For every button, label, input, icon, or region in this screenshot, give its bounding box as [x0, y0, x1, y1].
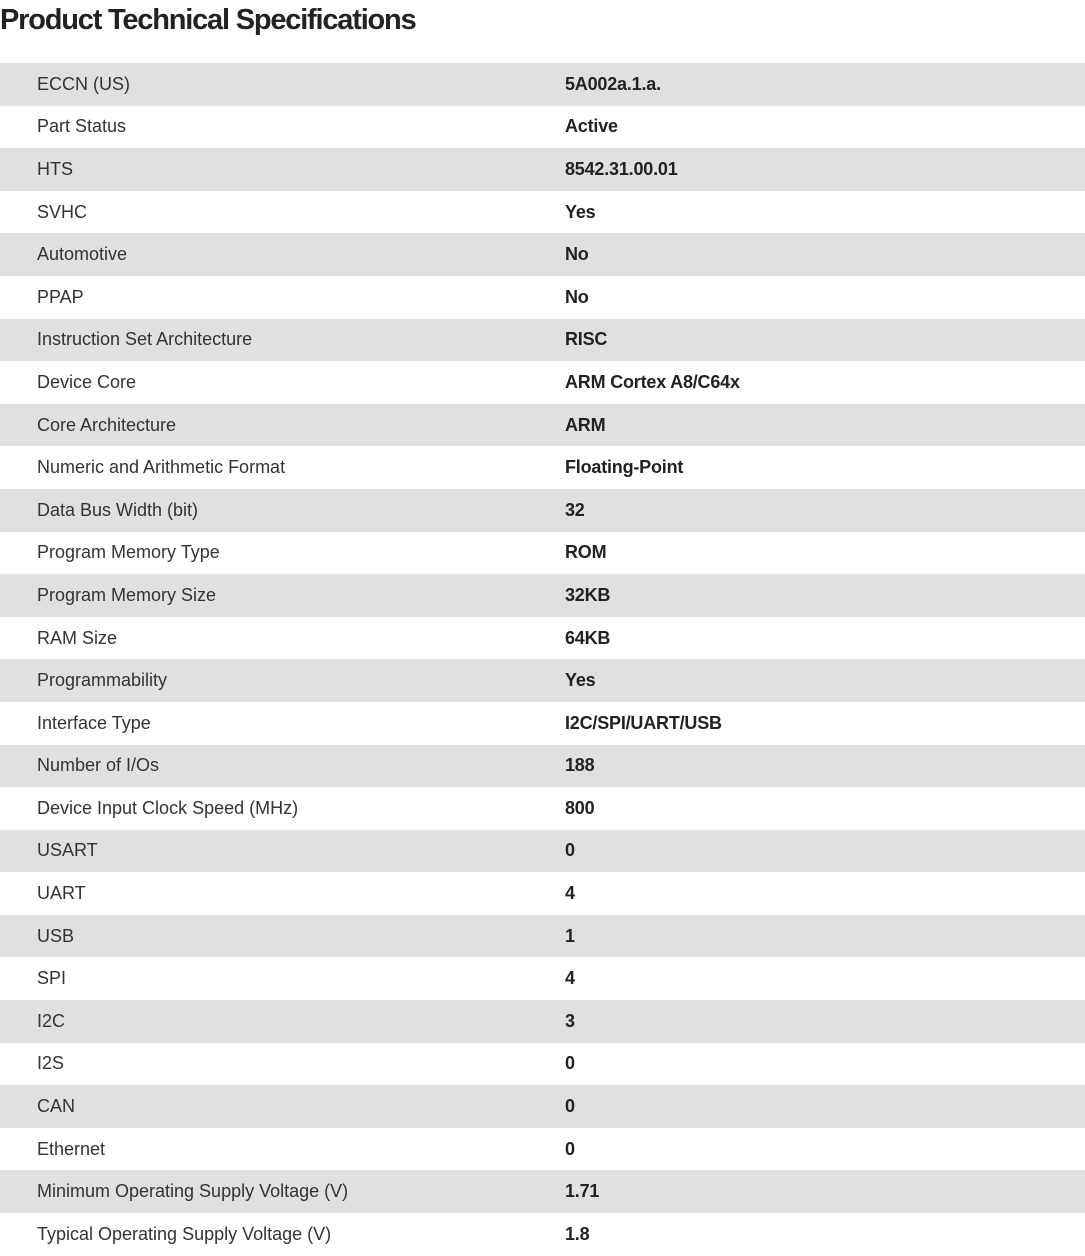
- spec-value: RISC: [565, 329, 608, 350]
- table-row: [0, 659, 1085, 702]
- table-row: [0, 1085, 1085, 1128]
- table-row: [0, 915, 1085, 958]
- spec-value: I2C/SPI/UART/USB: [565, 712, 722, 733]
- spec-name: CAN: [37, 1096, 76, 1117]
- spec-value: 5A002a.1.a.: [565, 73, 661, 94]
- spec-value: ARM Cortex A8/C64x: [565, 371, 740, 392]
- spec-name: ECCN (US): [37, 73, 130, 94]
- table-row: [0, 276, 1085, 319]
- table-row: [0, 404, 1085, 447]
- spec-value: Floating-Point: [565, 457, 684, 478]
- spec-value: 1: [565, 925, 575, 946]
- spec-value: 32: [565, 499, 585, 520]
- page-title: Product Technical Specifications: [0, 4, 416, 36]
- table-row: [0, 191, 1085, 234]
- table-row: [0, 1000, 1085, 1043]
- spec-name: Numeric and Arithmetic Format: [37, 457, 286, 478]
- table-row: [0, 830, 1085, 873]
- table-row: [0, 617, 1085, 660]
- table-row: [0, 319, 1085, 362]
- table-row: [0, 148, 1085, 191]
- spec-name: Program Memory Size: [37, 584, 217, 605]
- spec-value: Yes: [565, 670, 596, 691]
- spec-name: Part Status: [37, 116, 127, 137]
- table-row: [0, 63, 1085, 106]
- spec-name: HTS: [37, 158, 73, 179]
- table-row: [0, 745, 1085, 788]
- table-row: [0, 957, 1085, 1000]
- table-row: [0, 1213, 1085, 1256]
- spec-name: Device Input Clock Speed (MHz): [37, 797, 299, 818]
- spec-value: ROM: [565, 542, 607, 563]
- spec-value: No: [565, 286, 589, 307]
- spec-table: [0, 63, 1085, 1256]
- spec-table-body: [0, 63, 1085, 1256]
- spec-name: Automotive: [37, 244, 128, 265]
- spec-name: Data Bus Width (bit): [37, 499, 199, 520]
- spec-value: 800: [565, 797, 595, 818]
- spec-value: 1.71: [565, 1181, 600, 1202]
- spec-value: 64KB: [565, 627, 611, 648]
- spec-value: 0: [565, 1053, 575, 1074]
- spec-value: 0: [565, 1138, 575, 1159]
- spec-name: RAM Size: [37, 627, 118, 648]
- spec-value: 4: [565, 883, 575, 904]
- table-row: [0, 106, 1085, 149]
- table-row: [0, 1170, 1085, 1213]
- spec-value: 3: [565, 1010, 575, 1031]
- spec-name: Program Memory Type: [37, 542, 220, 563]
- table-row: [0, 702, 1085, 745]
- table-row: [0, 361, 1085, 404]
- spec-name: Typical Operating Supply Voltage (V): [37, 1223, 332, 1244]
- spec-name: SVHC: [37, 201, 88, 222]
- spec-name: UART: [37, 883, 86, 904]
- table-row: [0, 233, 1085, 276]
- spec-name: Instruction Set Architecture: [37, 329, 253, 350]
- spec-name: PPAP: [37, 286, 84, 307]
- table-row: [0, 446, 1085, 489]
- spec-name: Interface Type: [37, 712, 151, 733]
- spec-name: I2C: [37, 1010, 66, 1031]
- spec-value: No: [565, 244, 589, 265]
- spec-value: 188: [565, 755, 595, 776]
- table-row: [0, 872, 1085, 915]
- spec-name: SPI: [37, 968, 67, 989]
- spec-value: 4: [565, 968, 575, 989]
- spec-value: 8542.31.00.01: [565, 158, 678, 179]
- spec-value: Active: [565, 116, 618, 137]
- spec-value: 32KB: [565, 584, 611, 605]
- spec-name: Number of I/Os: [37, 755, 160, 776]
- spec-name: Minimum Operating Supply Voltage (V): [37, 1181, 349, 1202]
- spec-value: 0: [565, 1096, 575, 1117]
- spec-name: USART: [37, 840, 98, 861]
- spec-name: Ethernet: [37, 1138, 106, 1159]
- spec-value: ARM: [565, 414, 606, 435]
- table-row: [0, 489, 1085, 532]
- spec-name: Device Core: [37, 371, 137, 392]
- spec-name: I2S: [37, 1053, 65, 1074]
- table-row: [0, 1128, 1085, 1171]
- spec-value: Yes: [565, 201, 596, 222]
- table-row: [0, 574, 1085, 617]
- spec-name: Core Architecture: [37, 414, 177, 435]
- table-row: [0, 532, 1085, 575]
- table-row: [0, 1043, 1085, 1086]
- table-row: [0, 787, 1085, 830]
- spec-name: Programmability: [37, 670, 168, 691]
- spec-name: USB: [37, 925, 75, 946]
- spec-value: 0: [565, 840, 575, 861]
- spec-value: 1.8: [565, 1223, 590, 1244]
